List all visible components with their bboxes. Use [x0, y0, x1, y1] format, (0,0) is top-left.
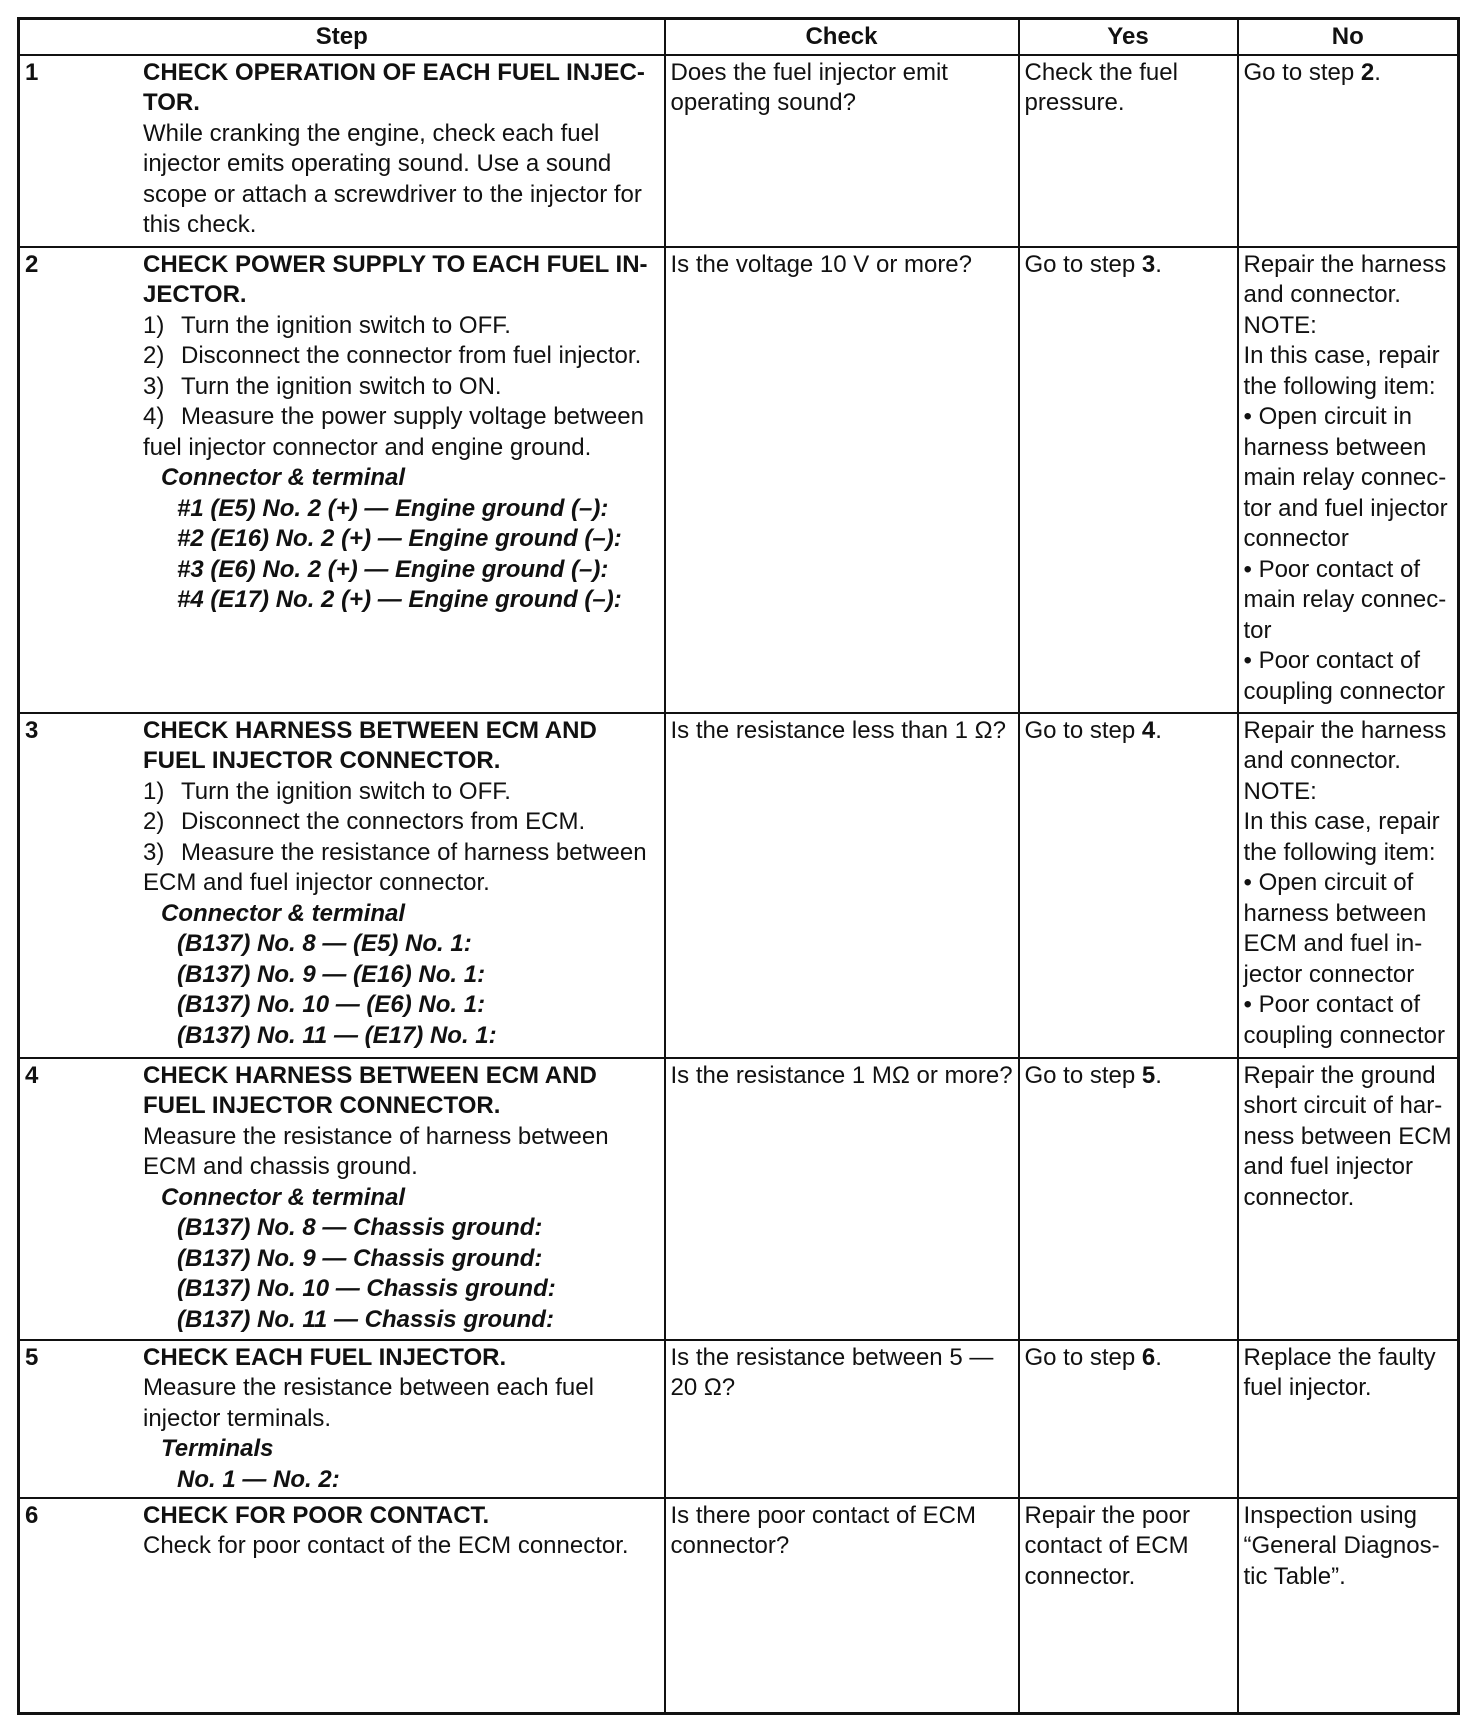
table-row [19, 713, 1459, 1058]
step-number: 3 [25, 716, 39, 744]
no-line: In this case, repair the following item: [1243, 808, 1440, 866]
check-cell: Is there poor contact of ECM connector? [665, 1498, 1019, 1714]
header-step: Step [19, 19, 665, 55]
no-cell [1238, 55, 1459, 247]
table-row [19, 1498, 1459, 1714]
step-cell [19, 55, 665, 247]
yes-cell: Check the fuel pressure. [1019, 55, 1238, 247]
no-line: • Poor contact of coupling connector [1243, 991, 1445, 1049]
procedure-step: 3) Measure the resistance of harness between ECM and fuel injector connector. [143, 838, 647, 896]
step-title: CHECK HARNESS BETWEEN ECM AND FUEL INJECTOR CONNECTOR. [143, 1061, 597, 1119]
check-cell: Is the resistance between 5 — 20 Ω? [665, 1340, 1019, 1498]
no-line: • Poor contact of main relay connec-tor [1243, 555, 1447, 644]
spec-line: (B137) No. 8 — (E5) No. 1: [177, 930, 472, 957]
check-cell: Is the resistance less than 1 Ω? [665, 713, 1019, 1058]
spec-label: Connector & terminal [161, 899, 406, 927]
check-cell: Is the voltage 10 V or more? [665, 247, 1019, 713]
step-description: Check for poor contact of the ECM connector. [143, 1532, 629, 1559]
step-cell [19, 1498, 665, 1714]
spec-line: (B137) No. 10 — Chassis ground: [177, 1275, 556, 1302]
step-description: Measure the resistance of harness between ECM and chassis ground. [143, 1122, 609, 1180]
header-no: No [1238, 19, 1459, 55]
note-label: NOTE: [1243, 777, 1317, 805]
spec-line: #2 (E16) No. 2 (+) — Engine ground (–): [177, 525, 622, 552]
yes-cell: Go to step 5. [1019, 1058, 1238, 1340]
step-cell [19, 1058, 665, 1340]
procedure-step: 4) Measure the power supply voltage between fuel injector connector and engine ground. [143, 403, 644, 461]
no-line: • Open circuit in harness between main relay connec-tor and fuel injector connector [1243, 403, 1448, 552]
table-row [19, 1340, 1459, 1498]
check-cell: Does the fuel injector emit operating sound? [665, 55, 1019, 247]
spec-line: (B137) No. 9 — Chassis ground: [177, 1244, 543, 1272]
header-check: Check [665, 19, 1019, 55]
no-text: Go to step [1243, 58, 1361, 86]
check-cell: Is the resistance 1 MΩ or more? [665, 1058, 1019, 1340]
step-cell [19, 713, 665, 1058]
table-row [19, 55, 1459, 247]
spec-label: Connector & terminal [161, 464, 406, 491]
no-line: Repair the harness and connector. [1243, 250, 1447, 308]
spec-line: No. 1 — No. 2: [177, 1465, 340, 1493]
step-number: 2 [25, 250, 39, 278]
yes-cell: Go to step 3. [1019, 247, 1238, 713]
table-row [19, 247, 1459, 713]
step-cell [19, 247, 665, 713]
step-title: CHECK POWER SUPPLY TO EACH FUEL IN-JECTOR. [143, 250, 648, 308]
yes-cell: Go to step 4. [1019, 713, 1238, 1058]
no-text-end: . [1374, 58, 1381, 86]
no-cell [1238, 247, 1459, 713]
no-line: • Open circuit of harness between ECM and fuel in-jector connector [1243, 869, 1427, 988]
spec-line: #3 (E6) No. 2 (+) — Engine ground (–): [177, 555, 609, 583]
step-description: Measure the resistance between each fuel injector terminals. [143, 1374, 594, 1432]
step-cell [19, 1340, 665, 1498]
table-row [19, 1058, 1459, 1340]
no-cell: Inspection using “General Diagnos-tic Table”. [1238, 1498, 1459, 1714]
no-cell [1238, 713, 1459, 1058]
header-yes: Yes [1019, 19, 1238, 55]
step-reference: 3 [1141, 250, 1156, 278]
no-line: Repair the harness and connector. [1243, 716, 1447, 774]
step-title: CHECK HARNESS BETWEEN ECM AND FUEL INJECTOR CONNECTOR. [143, 716, 597, 774]
no-line: • Poor contact of coupling connector [1243, 647, 1445, 705]
spec-line: (B137) No. 9 — (E16) No. 1: [177, 960, 486, 988]
step-reference: 4 [1141, 716, 1156, 744]
spec-line: (B137) No. 10 — (E6) No. 1: [177, 991, 486, 1018]
step-title: CHECK OPERATION OF EACH FUEL INJEC-TOR. [143, 58, 645, 116]
step-number: 5 [25, 1343, 39, 1371]
no-line: In this case, repair the following item: [1243, 342, 1440, 400]
step-number: 1 [25, 58, 39, 86]
spec-label: Connector & terminal [161, 1183, 406, 1211]
procedure-step: 1) Turn the ignition switch to OFF. [143, 311, 511, 339]
step-reference: 5 [1141, 1061, 1156, 1089]
yes-cell: Go to step 6. [1019, 1340, 1238, 1498]
spec-line: #1 (E5) No. 2 (+) — Engine ground (–): [177, 494, 609, 522]
no-cell: Repair the ground short circuit of har-ness between ECM and fuel injector connector. [1238, 1058, 1459, 1340]
step-description: While cranking the engine, check each fuel injector emits operating sound. Use a sound scope or attach a screwdriver to the injector for this check. [143, 119, 642, 238]
step-title: CHECK FOR POOR CONTACT. [143, 1501, 490, 1529]
procedure-step: 2) Disconnect the connector from fuel injector. [143, 342, 642, 369]
spec-line: (B137) No. 8 — Chassis ground: [177, 1214, 543, 1241]
note-label: NOTE: [1243, 311, 1317, 339]
yes-cell: Repair the poor contact of ECM connector. [1019, 1498, 1238, 1714]
step-reference: 2 [1360, 58, 1375, 86]
step-number: 4 [25, 1061, 39, 1089]
spec-line: (B137) No. 11 — Chassis ground: [177, 1305, 554, 1333]
step-number: 6 [25, 1501, 39, 1529]
spec-label: Terminals [161, 1435, 274, 1462]
procedure-step: 3) Turn the ignition switch to ON. [143, 372, 502, 400]
spec-line: (B137) No. 11 — (E17) No. 1: [177, 1021, 497, 1049]
spec-line: #4 (E17) No. 2 (+) — Engine ground (–): [177, 586, 622, 613]
header-row [19, 19, 1459, 55]
procedure-step: 1) Turn the ignition switch to OFF. [143, 777, 511, 805]
step-title: CHECK EACH FUEL INJECTOR. [143, 1343, 507, 1371]
procedure-step: 2) Disconnect the connectors from ECM. [143, 808, 586, 835]
step-reference: 6 [1141, 1343, 1156, 1371]
diagnostic-table [17, 17, 1460, 1715]
no-cell: Replace the faulty fuel injector. [1238, 1340, 1459, 1498]
